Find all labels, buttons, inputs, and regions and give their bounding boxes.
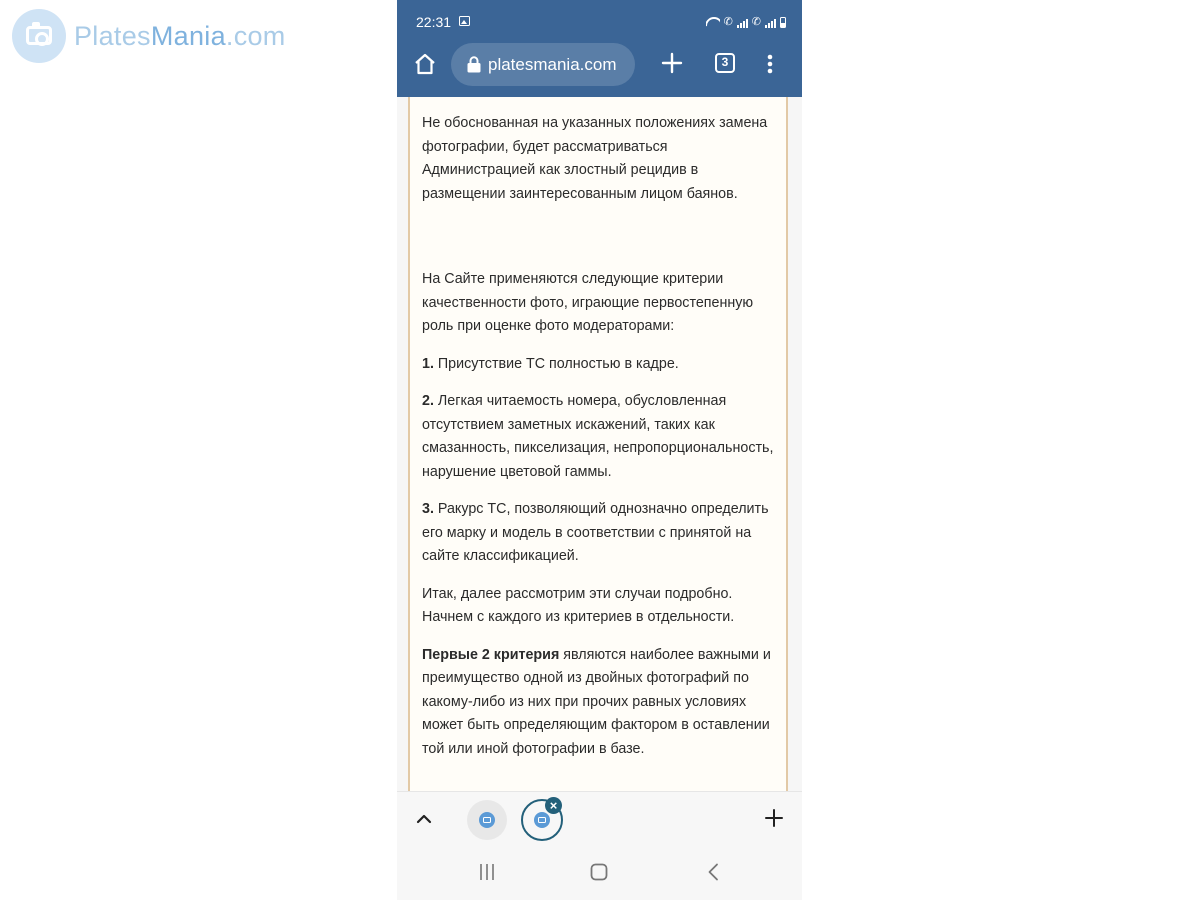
paragraph-4: Первые 2 критерия являются наиболее важными и преимущество одной из двойных фотографий по какому-либо из них при прочих равных условиях может быть определяющим фактором в оставлении той или иной фотографии в базе.	[422, 646, 771, 757]
home-nav-icon[interactable]	[590, 863, 608, 881]
wifi-icon	[706, 17, 720, 28]
watermark	[12, 9, 286, 63]
new-tab-plus-icon[interactable]	[765, 809, 783, 827]
image-notification-icon	[459, 16, 470, 26]
lock-icon	[466, 56, 482, 73]
wifi-call-icon-2: ✆	[751, 16, 761, 28]
criterion-1: 1. Присутствие ТС полностью в кадре.	[422, 355, 679, 372]
watermark-text: PlatesMania.com	[74, 20, 286, 51]
tab-strip	[397, 791, 802, 848]
recents-icon[interactable]	[478, 863, 496, 881]
battery-icon	[780, 17, 786, 28]
web-content[interactable]	[397, 97, 802, 791]
tabs-icon[interactable]	[715, 53, 735, 73]
home-icon[interactable]	[413, 52, 437, 76]
url-text: platesmania.com	[488, 55, 617, 74]
signal-icon	[737, 19, 748, 28]
camera-logo-icon	[12, 9, 66, 63]
address-bar[interactable]	[451, 43, 635, 86]
status-time: 22:31	[416, 14, 452, 30]
article-card	[408, 97, 788, 791]
favicon-icon	[479, 812, 495, 828]
system-icons	[706, 14, 786, 28]
paragraph-3: Итак, далее рассмотрим эти случаи подробно. Начнем с каждого из критериев в отдельности.	[422, 585, 735, 625]
paragraph-1: Не обоснованная на указанных положениях замена фотографии, будет рассматриваться Администрацией как злостный рецидив в размещении заинтересованным лицом баянов.	[422, 115, 768, 202]
phone-screen	[397, 0, 802, 900]
favicon-icon	[534, 812, 550, 828]
system-navigation-bar	[397, 847, 802, 900]
criterion-2: 2. Легкая читаемость номера, обусловленная отсутствием заметных искажений, таких как смазанность, пикселизация, непропорциональность, нарушение цветовой гаммы.	[422, 393, 774, 480]
tab-count: 3	[721, 55, 729, 69]
chevron-up-icon[interactable]	[416, 812, 432, 824]
article-text	[422, 112, 780, 775]
back-icon[interactable]	[707, 863, 719, 881]
close-icon[interactable]: ×	[545, 797, 562, 814]
browser-toolbar	[397, 40, 802, 97]
status-bar	[397, 0, 802, 40]
plus-icon[interactable]	[661, 52, 683, 74]
paragraph-2: На Сайте применяются следующие критерии качественности фото, играющие первостепенную роль при оценке фото модераторами:	[422, 271, 754, 334]
tab-thumbnail[interactable]	[467, 800, 507, 840]
criterion-3: 3. Ракурс ТС, позволяющий однозначно определить его марку и модель в соответствии с принятой на сайте классификацией.	[422, 501, 769, 564]
signal-icon-2	[765, 19, 776, 28]
menu-icon[interactable]	[767, 54, 773, 74]
wifi-call-icon: ✆	[723, 16, 733, 28]
